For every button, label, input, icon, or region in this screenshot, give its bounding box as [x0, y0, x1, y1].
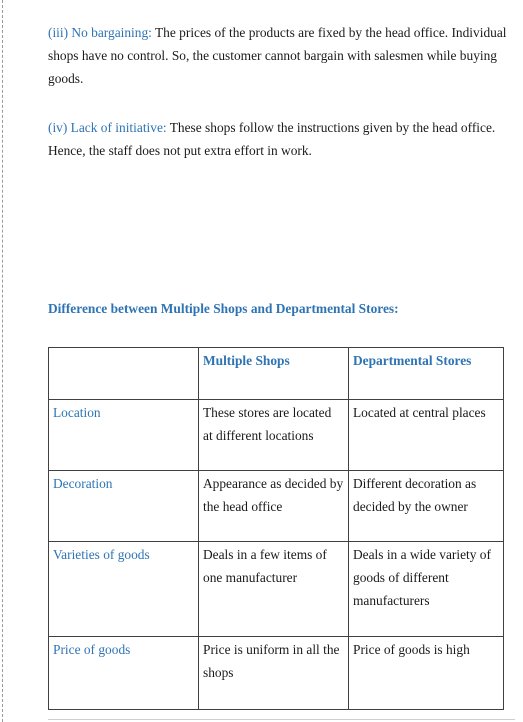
table-cell: Located at central places — [349, 400, 504, 471]
table-row — [49, 542, 504, 637]
header-cell-empty — [49, 348, 199, 400]
table-row — [49, 471, 504, 542]
row-label-location: Location — [49, 400, 199, 471]
table-row — [49, 400, 504, 471]
table-cell: Deals in a few items of one manufacturer — [199, 542, 349, 637]
table-cell: Different decoration as decided by the owner — [349, 471, 504, 542]
paragraph-lead: (iii) No bargaining: — [48, 25, 152, 40]
table-cell: Deals in a wide variety of goods of different manufacturers — [349, 542, 504, 637]
paragraph-lack-of-initiative — [48, 116, 508, 162]
header-cell-multiple-shops: Multiple Shops — [199, 348, 349, 400]
table-cell: Price of goods is high — [349, 637, 504, 710]
page-margin-line — [2, 0, 3, 722]
table-cell: These stores are located at different locations — [199, 400, 349, 471]
table-cell: Price is uniform in all the shops — [199, 637, 349, 710]
section-heading: Difference between Multiple Shops and Departmental Stores: — [48, 301, 399, 316]
row-label-price: Price of goods — [49, 637, 199, 710]
header-cell-departmental-stores: Departmental Stores — [349, 348, 504, 400]
paragraph-text: The prices of the products are fixed by the head office. Individual shops have no control. So, the customer cannot bargain with salesmen while buying goods. — [48, 25, 507, 86]
paragraph-lead: (iv) Lack of initiative: — [48, 120, 167, 135]
table-row — [49, 637, 504, 710]
table-cell: Appearance as decided by the head office — [199, 471, 349, 542]
row-label-varieties: Varieties of goods — [49, 542, 199, 637]
paragraph-text: These shops follow the instructions given by the head office. Hence, the staff does not put extra effort in work. — [48, 120, 496, 158]
row-label-decoration: Decoration — [49, 471, 199, 542]
comparison-table — [48, 347, 504, 710]
table-header-row — [49, 348, 504, 400]
paragraph-no-bargaining — [48, 21, 508, 90]
page-bottom-divider — [48, 719, 515, 720]
